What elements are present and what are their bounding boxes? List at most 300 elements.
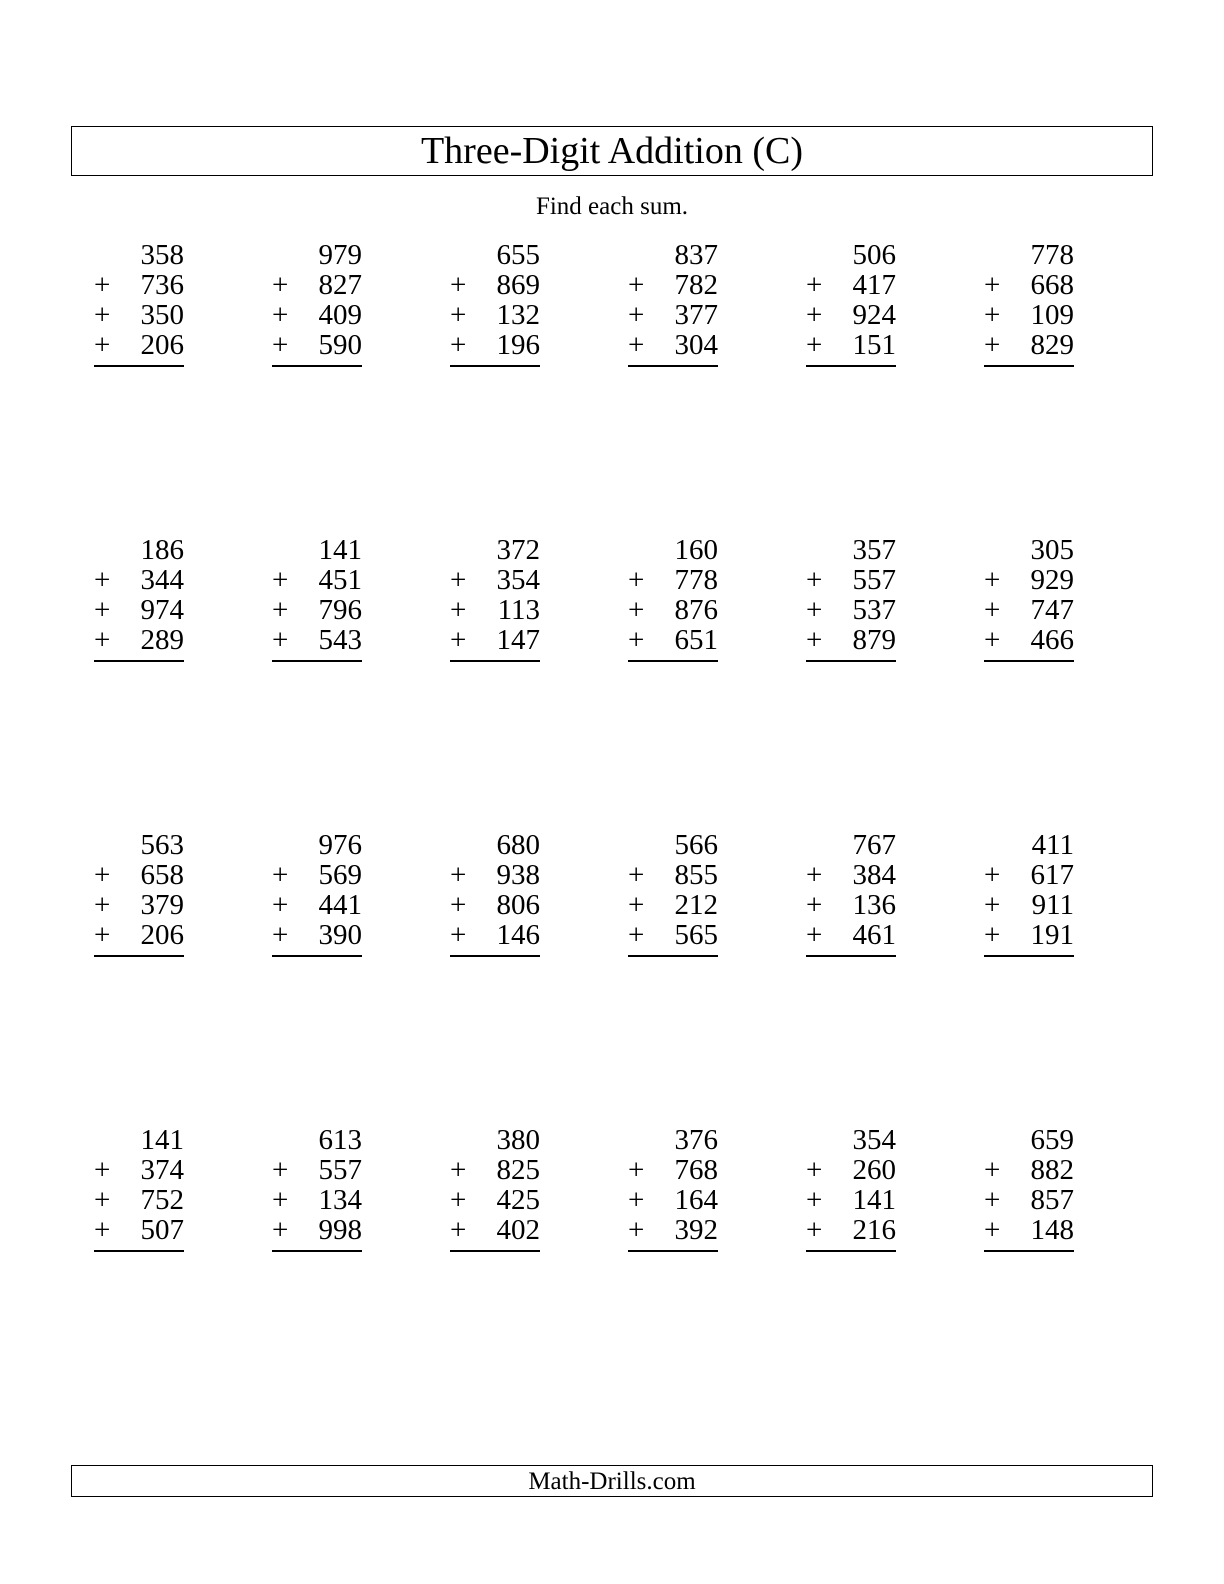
problem-top-row (984, 830, 1074, 860)
addend: 392 (674, 1214, 718, 1246)
problem-addend-row (806, 330, 896, 360)
addend: 109 (1030, 299, 1074, 331)
worksheet-title (71, 126, 1153, 176)
problem-addend-row (984, 625, 1074, 655)
plus-sign: + (628, 624, 645, 656)
addition-problem (72, 1125, 250, 1420)
problem-stack (94, 1125, 184, 1245)
plus-sign: + (806, 594, 823, 626)
first-addend: 141 (318, 534, 362, 566)
problem-stack (450, 535, 540, 655)
first-addend: 506 (852, 239, 896, 271)
worksheet-title-text: Three-Digit Addition (C) (420, 130, 804, 172)
addition-problem (784, 830, 962, 1125)
addend: 206 (140, 329, 184, 361)
plus-sign: + (272, 919, 289, 951)
problem-addend-row (628, 625, 718, 655)
problem-top-row (984, 535, 1074, 565)
addend: 141 (852, 1184, 896, 1216)
addend: 304 (674, 329, 718, 361)
problem-addend-row (450, 1215, 540, 1245)
problem-addend-row (806, 595, 896, 625)
problem-addend-row (806, 890, 896, 920)
problem-addend-row (450, 1185, 540, 1215)
problem-addend-row (272, 920, 362, 950)
problem-stack (984, 535, 1074, 655)
problem-addend-row (450, 300, 540, 330)
problem-top-row (806, 1125, 896, 1155)
problem-addend-row (628, 1155, 718, 1185)
problem-addend-row (450, 920, 540, 950)
addend: 350 (140, 299, 184, 331)
first-addend: 141 (140, 1124, 184, 1156)
problem-addend-row (272, 330, 362, 360)
addend: 402 (496, 1214, 540, 1246)
problem-top-row (94, 240, 184, 270)
problem-addend-row (450, 330, 540, 360)
instructions-text: Find each sum. (535, 193, 689, 220)
problem-top-row (806, 830, 896, 860)
answer-line (94, 1250, 184, 1252)
addend: 425 (496, 1184, 540, 1216)
problem-addend-row (272, 1215, 362, 1245)
plus-sign: + (450, 859, 467, 891)
plus-sign: + (984, 564, 1001, 596)
answer-line (94, 660, 184, 662)
plus-sign: + (272, 299, 289, 331)
plus-sign: + (450, 889, 467, 921)
plus-sign: + (450, 329, 467, 361)
answer-line (806, 955, 896, 957)
addition-problem (72, 535, 250, 830)
plus-sign: + (94, 1154, 111, 1186)
problem-addend-row (806, 625, 896, 655)
addition-problem (250, 830, 428, 1125)
answer-line (272, 365, 362, 367)
plus-sign: + (984, 1154, 1001, 1186)
addition-problem (428, 1125, 606, 1420)
first-addend: 372 (496, 534, 540, 566)
addend: 543 (318, 624, 362, 656)
addend: 379 (140, 889, 184, 921)
addition-problem (72, 830, 250, 1125)
problem-addend-row (272, 270, 362, 300)
problem-addend-row (806, 300, 896, 330)
addend: 929 (1030, 564, 1074, 596)
addend: 191 (1030, 919, 1074, 951)
addend: 651 (674, 624, 718, 656)
plus-sign: + (628, 1154, 645, 1186)
problem-top-row (984, 240, 1074, 270)
addend: 134 (318, 1184, 362, 1216)
problem-stack (94, 535, 184, 655)
first-addend: 354 (852, 1124, 896, 1156)
addend: 557 (318, 1154, 362, 1186)
plus-sign: + (806, 329, 823, 361)
addition-problem (250, 240, 428, 535)
problem-addend-row (984, 860, 1074, 890)
addition-problem (428, 240, 606, 535)
plus-sign: + (450, 299, 467, 331)
problem-top-row (450, 830, 540, 860)
plus-sign: + (450, 919, 467, 951)
plus-sign: + (984, 269, 1001, 301)
problem-addend-row (94, 1185, 184, 1215)
addend: 260 (852, 1154, 896, 1186)
plus-sign: + (628, 329, 645, 361)
problem-top-row (450, 1125, 540, 1155)
addend: 466 (1030, 624, 1074, 656)
problem-stack (984, 1125, 1074, 1245)
plus-sign: + (806, 889, 823, 921)
addition-problem (962, 830, 1140, 1125)
problem-stack (94, 240, 184, 360)
problem-top-row (94, 1125, 184, 1155)
problem-addend-row (984, 1215, 1074, 1245)
problem-addend-row (628, 595, 718, 625)
answer-line (628, 955, 718, 957)
addend: 206 (140, 919, 184, 951)
first-addend: 680 (496, 829, 540, 861)
answer-line (984, 660, 1074, 662)
plus-sign: + (94, 1214, 111, 1246)
problem-addend-row (272, 625, 362, 655)
problem-top-row (272, 1125, 362, 1155)
plus-sign: + (94, 329, 111, 361)
problem-top-row (806, 240, 896, 270)
answer-line (450, 365, 540, 367)
addend: 146 (496, 919, 540, 951)
addend: 569 (318, 859, 362, 891)
problem-stack (806, 240, 896, 360)
problem-stack (450, 830, 540, 950)
addend: 736 (140, 269, 184, 301)
addend: 507 (140, 1214, 184, 1246)
answer-line (806, 660, 896, 662)
plus-sign: + (806, 564, 823, 596)
plus-sign: + (984, 1214, 1001, 1246)
addend: 752 (140, 1184, 184, 1216)
problem-stack (628, 1125, 718, 1245)
plus-sign: + (94, 889, 111, 921)
answer-line (450, 660, 540, 662)
plus-sign: + (628, 859, 645, 891)
plus-sign: + (272, 329, 289, 361)
first-addend: 376 (674, 1124, 718, 1156)
problem-top-row (272, 240, 362, 270)
problem-top-row (272, 830, 362, 860)
problem-stack (628, 240, 718, 360)
addend: 924 (852, 299, 896, 331)
problem-top-row (272, 535, 362, 565)
problem-top-row (984, 1125, 1074, 1155)
problem-addend-row (450, 860, 540, 890)
problem-stack (806, 830, 896, 950)
answer-line (984, 1250, 1074, 1252)
plus-sign: + (272, 1184, 289, 1216)
plus-sign: + (94, 1184, 111, 1216)
addition-problem (250, 535, 428, 830)
plus-sign: + (628, 594, 645, 626)
addend: 882 (1030, 1154, 1074, 1186)
plus-sign: + (628, 1214, 645, 1246)
first-addend: 358 (140, 239, 184, 271)
problem-addend-row (628, 920, 718, 950)
problem-addend-row (450, 565, 540, 595)
plus-sign: + (272, 859, 289, 891)
first-addend: 976 (318, 829, 362, 861)
problem-stack (450, 1125, 540, 1245)
addition-problem (962, 1125, 1140, 1420)
problem-addend-row (94, 270, 184, 300)
plus-sign: + (628, 919, 645, 951)
first-addend: 186 (140, 534, 184, 566)
addend: 557 (852, 564, 896, 596)
problem-addend-row (450, 595, 540, 625)
answer-line (984, 955, 1074, 957)
problem-stack (94, 830, 184, 950)
problem-addend-row (272, 1185, 362, 1215)
problem-addend-row (806, 565, 896, 595)
problem-addend-row (984, 300, 1074, 330)
problem-stack (806, 535, 896, 655)
problem-addend-row (450, 270, 540, 300)
addend: 374 (140, 1154, 184, 1186)
plus-sign: + (806, 1184, 823, 1216)
plus-sign: + (628, 299, 645, 331)
addition-problem (428, 830, 606, 1125)
problem-addend-row (94, 595, 184, 625)
addend: 417 (852, 269, 896, 301)
plus-sign: + (272, 564, 289, 596)
plus-sign: + (450, 269, 467, 301)
problem-addend-row (94, 625, 184, 655)
addition-problem (606, 830, 784, 1125)
problem-top-row (806, 535, 896, 565)
addend: 869 (496, 269, 540, 301)
plus-sign: + (94, 594, 111, 626)
addend: 617 (1030, 859, 1074, 891)
plus-sign: + (94, 299, 111, 331)
problem-top-row (628, 1125, 718, 1155)
problem-stack (450, 240, 540, 360)
addition-problem (428, 535, 606, 830)
addend: 590 (318, 329, 362, 361)
addend: 461 (852, 919, 896, 951)
addend: 998 (318, 1214, 362, 1246)
plus-sign: + (94, 269, 111, 301)
addition-problem (606, 1125, 784, 1420)
problem-addend-row (272, 860, 362, 890)
addend: 829 (1030, 329, 1074, 361)
problem-addend-row (450, 1155, 540, 1185)
first-addend: 837 (674, 239, 718, 271)
problem-addend-row (984, 595, 1074, 625)
addend: 855 (674, 859, 718, 891)
answer-line (628, 660, 718, 662)
addend: 658 (140, 859, 184, 891)
problem-addend-row (628, 1215, 718, 1245)
problem-addend-row (984, 565, 1074, 595)
problem-addend-row (806, 1215, 896, 1245)
problem-addend-row (272, 1155, 362, 1185)
problem-addend-row (450, 890, 540, 920)
problem-top-row (94, 830, 184, 860)
problem-stack (272, 535, 362, 655)
first-addend: 160 (674, 534, 718, 566)
plus-sign: + (450, 564, 467, 596)
problem-addend-row (628, 890, 718, 920)
problem-addend-row (806, 1155, 896, 1185)
plus-sign: + (806, 859, 823, 891)
problem-addend-row (94, 565, 184, 595)
plus-sign: + (984, 329, 1001, 361)
plus-sign: + (806, 919, 823, 951)
addend: 806 (496, 889, 540, 921)
problem-addend-row (628, 300, 718, 330)
plus-sign: + (628, 889, 645, 921)
addend: 537 (852, 594, 896, 626)
plus-sign: + (450, 1184, 467, 1216)
problem-addend-row (628, 565, 718, 595)
problem-top-row (628, 535, 718, 565)
addend: 911 (1031, 889, 1074, 921)
answer-line (450, 955, 540, 957)
problem-top-row (628, 830, 718, 860)
problem-addend-row (94, 300, 184, 330)
problem-addend-row (94, 1215, 184, 1245)
problem-addend-row (628, 330, 718, 360)
first-addend: 411 (1031, 829, 1074, 861)
problem-stack (272, 240, 362, 360)
addend: 768 (674, 1154, 718, 1186)
first-addend: 655 (496, 239, 540, 271)
first-addend: 305 (1030, 534, 1074, 566)
problem-addend-row (984, 270, 1074, 300)
problems-grid (72, 240, 1152, 1420)
answer-line (806, 1250, 896, 1252)
problem-addend-row (984, 1155, 1074, 1185)
addend: 857 (1030, 1184, 1074, 1216)
problem-addend-row (806, 1185, 896, 1215)
problem-stack (806, 1125, 896, 1245)
answer-line (272, 1250, 362, 1252)
first-addend: 979 (318, 239, 362, 271)
problem-addend-row (628, 1185, 718, 1215)
first-addend: 659 (1030, 1124, 1074, 1156)
problem-top-row (94, 535, 184, 565)
addend: 827 (318, 269, 362, 301)
plus-sign: + (984, 919, 1001, 951)
plus-sign: + (628, 1184, 645, 1216)
footer (71, 1465, 1153, 1497)
addend: 164 (674, 1184, 718, 1216)
problem-addend-row (984, 1185, 1074, 1215)
problem-addend-row (94, 860, 184, 890)
addend: 196 (496, 329, 540, 361)
addend: 778 (674, 564, 718, 596)
answer-line (984, 365, 1074, 367)
first-addend: 380 (496, 1124, 540, 1156)
first-addend: 613 (318, 1124, 362, 1156)
plus-sign: + (272, 1214, 289, 1246)
addend: 147 (496, 624, 540, 656)
problem-top-row (450, 240, 540, 270)
plus-sign: + (272, 594, 289, 626)
addend: 344 (140, 564, 184, 596)
problem-stack (272, 1125, 362, 1245)
addend: 938 (496, 859, 540, 891)
addend: 148 (1030, 1214, 1074, 1246)
plus-sign: + (272, 1154, 289, 1186)
answer-line (272, 955, 362, 957)
addend: 879 (852, 624, 896, 656)
problem-addend-row (94, 330, 184, 360)
plus-sign: + (94, 564, 111, 596)
plus-sign: + (272, 624, 289, 656)
addend: 384 (852, 859, 896, 891)
addend: 132 (496, 299, 540, 331)
plus-sign: + (984, 1184, 1001, 1216)
problem-addend-row (94, 890, 184, 920)
problem-addend-row (984, 890, 1074, 920)
problem-addend-row (806, 860, 896, 890)
problem-addend-row (984, 330, 1074, 360)
footer-source-text: Math-Drills.com (528, 1467, 696, 1495)
addend: 113 (497, 594, 540, 626)
problem-addend-row (94, 920, 184, 950)
plus-sign: + (94, 624, 111, 656)
problem-addend-row (272, 565, 362, 595)
plus-sign: + (806, 269, 823, 301)
plus-sign: + (806, 1214, 823, 1246)
plus-sign: + (272, 269, 289, 301)
plus-sign: + (450, 1154, 467, 1186)
answer-line (450, 1250, 540, 1252)
problem-stack (628, 830, 718, 950)
problem-addend-row (272, 595, 362, 625)
addend: 796 (318, 594, 362, 626)
plus-sign: + (94, 919, 111, 951)
addition-problem (72, 240, 250, 535)
answer-line (628, 365, 718, 367)
problem-addend-row (806, 270, 896, 300)
first-addend: 778 (1030, 239, 1074, 271)
plus-sign: + (984, 624, 1001, 656)
addend: 289 (140, 624, 184, 656)
addition-problem (606, 240, 784, 535)
addend: 409 (318, 299, 362, 331)
plus-sign: + (806, 299, 823, 331)
addend: 151 (852, 329, 896, 361)
addend: 377 (674, 299, 718, 331)
plus-sign: + (272, 889, 289, 921)
problem-addend-row (450, 625, 540, 655)
addend: 212 (674, 889, 718, 921)
problem-stack (984, 830, 1074, 950)
answer-line (272, 660, 362, 662)
plus-sign: + (984, 889, 1001, 921)
addend: 354 (496, 564, 540, 596)
addition-problem (962, 535, 1140, 830)
addend: 974 (140, 594, 184, 626)
addition-problem (784, 1125, 962, 1420)
problem-addend-row (806, 920, 896, 950)
addend: 747 (1030, 594, 1074, 626)
answer-line (94, 955, 184, 957)
first-addend: 563 (140, 829, 184, 861)
addend: 216 (852, 1214, 896, 1246)
